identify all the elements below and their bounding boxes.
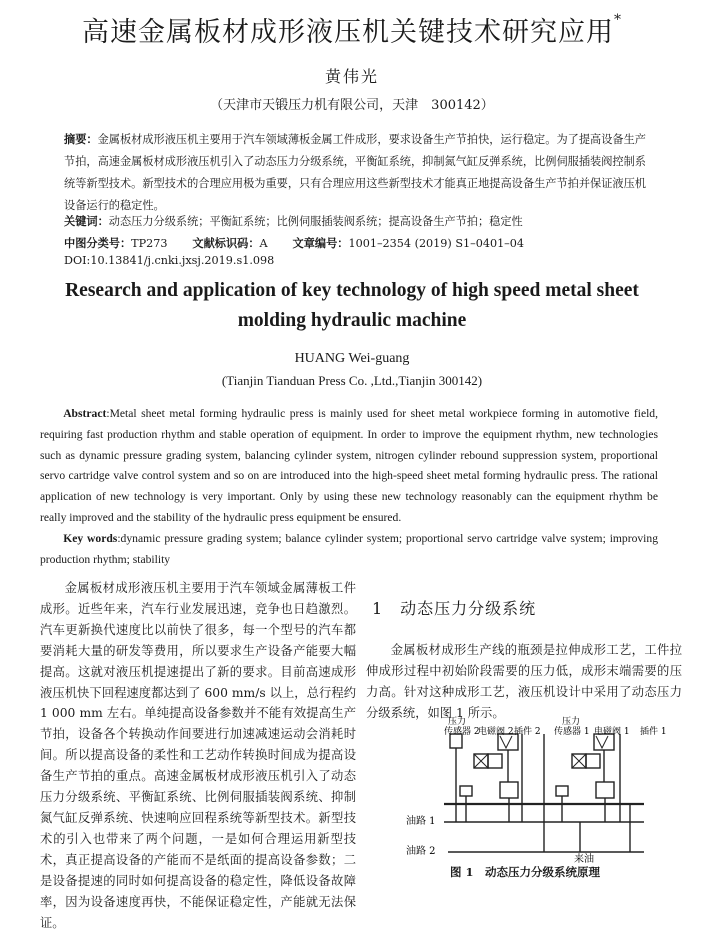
svg-text:来油: 来油 [574,854,594,865]
svg-text:油路 1: 油路 1 [406,816,436,827]
svg-text:传感器 1: 传感器 1 [554,727,590,737]
affiliation-cn: （天津市天锻压力机有限公司，天津 300142） [210,98,494,113]
svg-text:插件 2: 插件 2 [514,727,541,737]
svg-text:插件 1: 插件 1 [640,727,667,737]
paper-title-cn: 高速金属板材成形液压机关键技术研究应用* [82,12,622,48]
figure-1-caption: 图 1 动态压力分级系统原理 [450,865,601,879]
svg-text:电磁阀 2: 电磁阀 2 [478,727,514,737]
body-text-left: 金属板材成形液压机主要用于汽车领域金属薄板工件成形。近些年来，汽车行业发展迅速，竞争也日趋激烈。汽车更新换代速度比以前快了很多，每一个型号的汽车都要消耗大量的研发等费用，所以要求生产设备产能要大幅提高。这就对液压机提速提出了新的要求。目前高速成形液压机快下回程速度都达到了 600 mm/s 以上，总行程约 1 000 mm 左右。单纯提高设备参数并不能有效提高生产节拍，设备各个转换动作间要进行加速减速运动会消耗时间。所以提高设备的柔性和工艺动作转换时间成为提高设备生产节拍的重点。高速金属板材成形液压机引入了动态压力分级系统、平衡缸系统、比例伺服插装阀系统、抑制氮气缸反弹系统、快速响应回程系统等新型技术。新型技术的引入也带来了两个问题，一是如何合理运用新型技术，真正提高设备的产能而不是纸面的提高设备参数；二是设备提速的同时如何提高设备的稳定性，降低设备故障率，因为设备速度再快，不能保证稳定性，产能就无法保证。 [40,581,356,930]
doi: DOI:10.13841/j.cnki.jxsj.2019.s1.098 [64,254,275,267]
keywords-en: Key words:dynamic pressure grading system; balance cylinder system; proportional servo cartridge valve system; improving production rhythm; stability [40,532,658,566]
classification-line: 中图分类号：TP273 文献标识码：A 文章编号：1001–2354 (2019) S1–0401–04 [64,236,525,250]
svg-text:电磁阀 1: 电磁阀 1 [594,727,630,737]
author-en: HUANG Wei-guang [294,351,410,366]
author-cn: 黄伟光 [324,67,379,86]
abstract-cn: 摘要：金属板材成形液压机主要用于汽车领域薄板金属工件成形，要求设备生产节拍快，运行稳定。为了提高设备生产节拍，高速金属板材成形液压机引入了动态压力分级系统，平衡缸系统，抑制氮气缸反弹系统，比例伺服插装阀控制系统等新型技术。新型技术的合理应用极为重要，只有合理应用这些新型技术才能真正地提高设备生产节拍并保证液压机设备运行的稳定性。 [64,132,646,212]
svg-text:传感器 2: 传感器 2 [444,727,480,737]
abstract-en: Abstract:Metal sheet metal forming hydraulic press is mainly used for sheet metal workpiece forming in automotive field, requiring fast production rhythm and stable operation of equipment. In order to improve the equipment rhythm, new technologies such as dynamic pressure grading system, balancing cylinder system, nitrogen cylinder rebound suppression system, proportional servo cartridge valve control system and so on are introduced into the high-speed sheet metal forming hydraulic press. The rational application of new technology is very important. Only by using these new technology reasonably can the equipment rhythm be really improved and the stability of the hydraulic press equipment be ensured. [40,407,658,524]
figure-1-diagram [404,717,692,865]
affiliation-en: (Tianjin Tianduan Press Co. ,Ltd.,Tianjin 300142) [221,373,483,388]
body-text-right: 金属板材成形生产线的瓶颈是拉伸成形工艺，工件拉伸成形过程中初始阶段需要的压力低，成形末端需要的压力高。针对这种成形工艺，液压机设计中采用了动态压力分级系统，如图 1 所示。 [366,643,682,720]
svg-text:压力: 压力 [448,717,467,727]
svg-text:压力: 压力 [562,717,581,727]
keywords-cn: 关键词：动态压力分级系统；平衡缸系统；比例伺服插装阀系统；提高设备生产节拍；稳定性 [64,214,523,228]
section-heading-1: 1 动态压力分级系统 [372,599,537,618]
svg-text:油路 2: 油路 2 [406,846,436,857]
paper-title-en: Research and application of key technology of high speed metal sheet molding hydraulic machine [65,280,639,331]
